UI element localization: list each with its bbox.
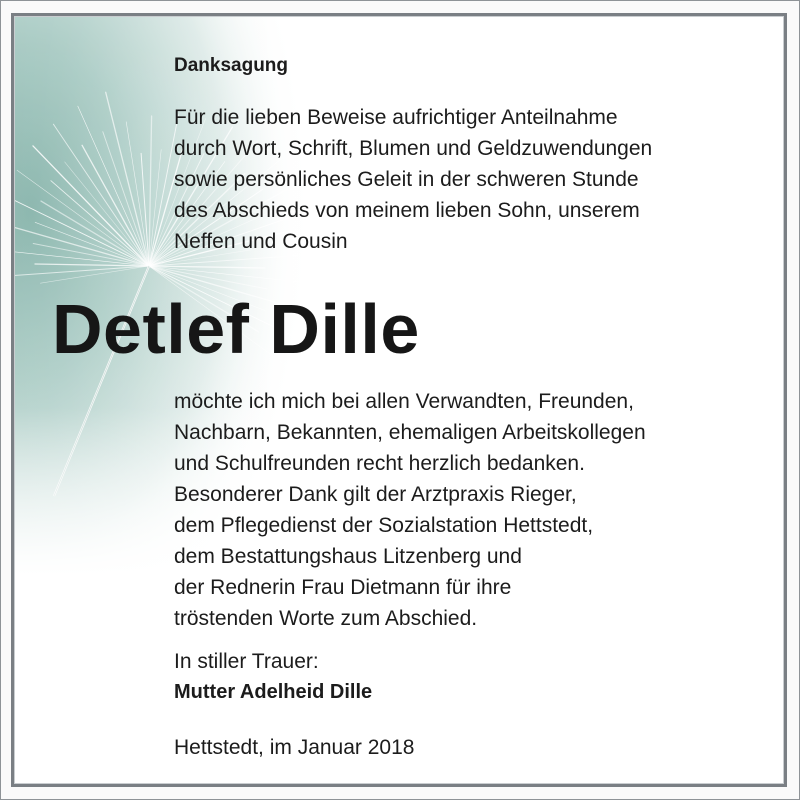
body-line: der Rednerin Frau Dietmann für ihre bbox=[174, 576, 512, 599]
body-line: möchte ich mich bei allen Verwandten, Freunden, bbox=[174, 390, 634, 413]
deceased-name: Detlef Dille bbox=[52, 290, 420, 368]
body-line: Besonderer Dank gilt der Arztpraxis Rieger, bbox=[174, 483, 577, 506]
body-paragraph bbox=[174, 386, 646, 634]
intro-line: durch Wort, Schrift, Blumen und Geldzuwendungen bbox=[174, 137, 653, 160]
body-line: dem Pflegedienst der Sozialstation Hettstedt, bbox=[174, 514, 594, 537]
body-line: Nachbarn, Bekannten, ehemaligen Arbeitskollegen bbox=[174, 421, 646, 444]
body-line: und Schulfreunden recht herzlich bedanken. bbox=[174, 452, 585, 475]
intro-line: Für die lieben Beweise aufrichtiger Anteilnahme bbox=[174, 106, 618, 129]
mourning-label: In stiller Trauer: bbox=[174, 650, 319, 673]
body-line: tröstenden Worte zum Abschied. bbox=[174, 607, 478, 630]
intro-line: des Abschieds von meinem lieben Sohn, unserem bbox=[174, 199, 640, 222]
intro-paragraph bbox=[174, 102, 652, 257]
body-line: dem Bestattungshaus Litzenberg und bbox=[174, 545, 522, 568]
signer-name: Mutter Adelheid Dille bbox=[174, 681, 373, 703]
place-date: Hettstedt, im Januar 2018 bbox=[174, 736, 415, 759]
intro-line: sowie persönliches Geleit in der schweren Stunde bbox=[174, 168, 639, 191]
notice-frame bbox=[11, 13, 787, 787]
notice-heading: Danksagung bbox=[174, 55, 289, 76]
intro-line: Neffen und Cousin bbox=[174, 230, 348, 253]
